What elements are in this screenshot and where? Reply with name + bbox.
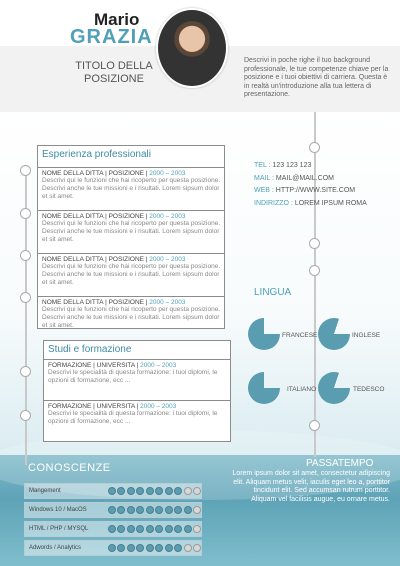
skill-bubble: [193, 525, 201, 533]
skill-bubble: [117, 525, 125, 533]
timeline-dot: [20, 410, 31, 421]
skill-bubble: [146, 487, 154, 495]
skill-level: [108, 544, 202, 552]
entry-heading: NOME DELLA DITTA | POSIZIONE |: [42, 213, 148, 220]
profile-photo: [156, 8, 228, 88]
skill-bubble: [193, 544, 201, 552]
skill-bubble: [146, 525, 154, 533]
skill-bubble: [184, 506, 192, 514]
hobbies-title: PASSATEMPO: [306, 458, 374, 469]
skill-bubble: [108, 506, 116, 514]
skill-bubble: [108, 544, 116, 552]
skill-bubble: [165, 544, 173, 552]
experience-entry: [38, 296, 224, 339]
skill-bubble: [127, 506, 135, 514]
entry-heading: FORMAZIONE | UNIVERSITA |: [48, 403, 139, 410]
language-name: INGLESE: [352, 332, 381, 339]
language-pie: [248, 318, 280, 350]
timeline-dot: [20, 250, 31, 261]
timeline-dot: [20, 208, 31, 219]
entry-date: 2000 – 2003: [149, 170, 186, 177]
skill-bubble: [136, 525, 144, 533]
skill-row: [24, 521, 202, 537]
entry-description: Descrivi qui le funzioni che hai ricoperto per questa posizione. Descrivi anche le tue missioni e i risultati. Lorem sipsum dolor et sit amet.: [42, 177, 221, 200]
skill-row: [24, 502, 202, 518]
skill-bubble: [184, 544, 192, 552]
skill-name: HTML / PHP / MYSQL: [29, 526, 89, 532]
address-value: LOREM IPSUM ROMA: [294, 199, 367, 207]
skill-level: [108, 487, 202, 495]
skill-bubble: [193, 487, 201, 495]
skill-bubble: [117, 487, 125, 495]
skill-bubble: [193, 506, 201, 514]
tel-label: TEL :: [254, 162, 271, 169]
skill-bubble: [174, 544, 182, 552]
skill-bubble: [146, 544, 154, 552]
skill-bubble: [174, 525, 182, 533]
skill-bubble: [165, 487, 173, 495]
skill-bubble: [136, 506, 144, 514]
entry-date: 2000 – 2003: [140, 403, 177, 410]
first-name: Mario: [94, 10, 140, 29]
skill-bubble: [127, 525, 135, 533]
skills-title: CONOSCENZE: [28, 462, 111, 474]
skill-name: Adwords / Analytics: [29, 545, 82, 551]
skill-bubble: [155, 544, 163, 552]
experience-title: Esperienza professionali: [42, 149, 151, 160]
skill-bubble: [155, 525, 163, 533]
timeline-dot: [309, 265, 320, 276]
skill-bubble: [165, 525, 173, 533]
skill-bubble: [117, 544, 125, 552]
skill-bubble: [117, 506, 125, 514]
web-value: HTTP://WWW.SITE.COM: [275, 187, 356, 194]
language-name: ITALIANO: [287, 386, 317, 393]
entry-date: 2000 – 2003: [149, 256, 186, 263]
entry-description: Descrivi qui le funzioni che hai ricoperto per questa posizione. Descrivi anche le tue missioni e i risultati. Lorem sipsum dolor et sit amet.: [42, 306, 221, 329]
experience-entry: [38, 210, 224, 253]
education-entry: [44, 359, 230, 400]
entry-description: Descrivi le specialità di questa formazione: i tuoi diplomi, le opzioni di formazione, ecc ...: [48, 369, 218, 384]
education-section: [43, 340, 231, 442]
skill-bubble: [174, 506, 182, 514]
skill-level: [108, 506, 202, 514]
skill-name: Windows 10 / MacOS: [29, 507, 87, 513]
contact-info: [254, 160, 367, 210]
entry-heading: NOME DELLA DITTA | POSIZIONE |: [42, 299, 148, 306]
intro-text: Descrivi in poche righe il tuo background professionale, le tue competenze chiave per la posizione e i tuoi obiettivi di carriera. Questa è in realtà un'introduzione alla tua lettera di presentazione.: [244, 57, 389, 98]
address-label: INDIRIZZO :: [254, 199, 293, 207]
timeline-dot: [20, 165, 31, 176]
skill-bubble: [136, 544, 144, 552]
education-title: Studi e formazione: [48, 344, 132, 355]
skill-level: [108, 525, 202, 533]
skill-row: [24, 540, 202, 556]
skill-bubble: [184, 487, 192, 495]
skill-bubble: [165, 506, 173, 514]
tel-value: 123 123 123: [272, 162, 312, 169]
web-label: WEB :: [254, 187, 274, 194]
timeline-dot: [20, 366, 31, 377]
skill-bubble: [184, 525, 192, 533]
mail-label: MAIL :: [254, 174, 274, 182]
language-name: TEDESCO: [353, 386, 385, 393]
skill-bubble: [155, 487, 163, 495]
entry-date: 2000 – 2003: [140, 362, 177, 369]
timeline-dot: [309, 142, 320, 153]
skills-list: [24, 483, 202, 556]
entry-heading: NOME DELLA DITTA | POSIZIONE |: [42, 170, 148, 177]
entry-date: 2000 – 2003: [149, 213, 186, 220]
entry-heading: FORMAZIONE | UNIVERSITA |: [48, 362, 139, 369]
skill-bubble: [127, 544, 135, 552]
skill-name: Mangement: [29, 488, 61, 494]
job-title: TITOLO DELLA POSIZIONE: [75, 60, 153, 85]
skill-bubble: [155, 506, 163, 514]
language-name: FRANCESE: [282, 332, 318, 339]
languages-title: LINGUA: [254, 287, 292, 298]
timeline-dot: [20, 292, 31, 303]
language-pie: [248, 372, 280, 404]
last-name: GRAZIA: [70, 26, 153, 48]
entry-description: Descrivi qui le funzioni che hai ricoperto per questa posizione. Descrivi anche le tue missioni e i risultati. Lorem sipsum dolor et sit amet.: [42, 220, 221, 243]
experience-entry: [38, 253, 224, 296]
skill-bubble: [146, 506, 154, 514]
experience-entry: [38, 167, 224, 210]
education-entry: [44, 400, 230, 441]
timeline-dot: [309, 420, 320, 431]
skill-bubble: [127, 487, 135, 495]
entry-description: Descrivi le specialità di questa formazione: i tuoi diplomi, le opzioni di formazione, ecc ...: [48, 410, 218, 425]
language-pie: [318, 372, 350, 404]
mail-value: MAIL@MAIL.COM: [275, 174, 334, 182]
entry-heading: NOME DELLA DITTA | POSIZIONE |: [42, 256, 148, 263]
skill-bubble: [174, 487, 182, 495]
skill-bubble: [108, 487, 116, 495]
entry-description: Descrivi qui le funzioni che hai ricoperto per questa posizione. Descrivi anche le tue missioni e i risultati. Lorem sipsum dolor et sit amet.: [42, 263, 221, 286]
skill-bubble: [136, 487, 144, 495]
hobbies-text: Lorem ipsum dolor sit amet, consectetur adipiscing elit. Aliquam metus velit, iaculis eget leo a, porttitor tincidunt elit. Sed accumsan rutrum porttitor. Aliquam vel facilisis augue, eu ornare metus.: [232, 470, 390, 503]
skill-row: [24, 483, 202, 499]
entry-date: 2000 – 2003: [149, 299, 186, 306]
timeline-dot: [309, 238, 320, 249]
language-pie: [318, 318, 350, 350]
skill-bubble: [108, 525, 116, 533]
experience-section: [37, 145, 225, 329]
